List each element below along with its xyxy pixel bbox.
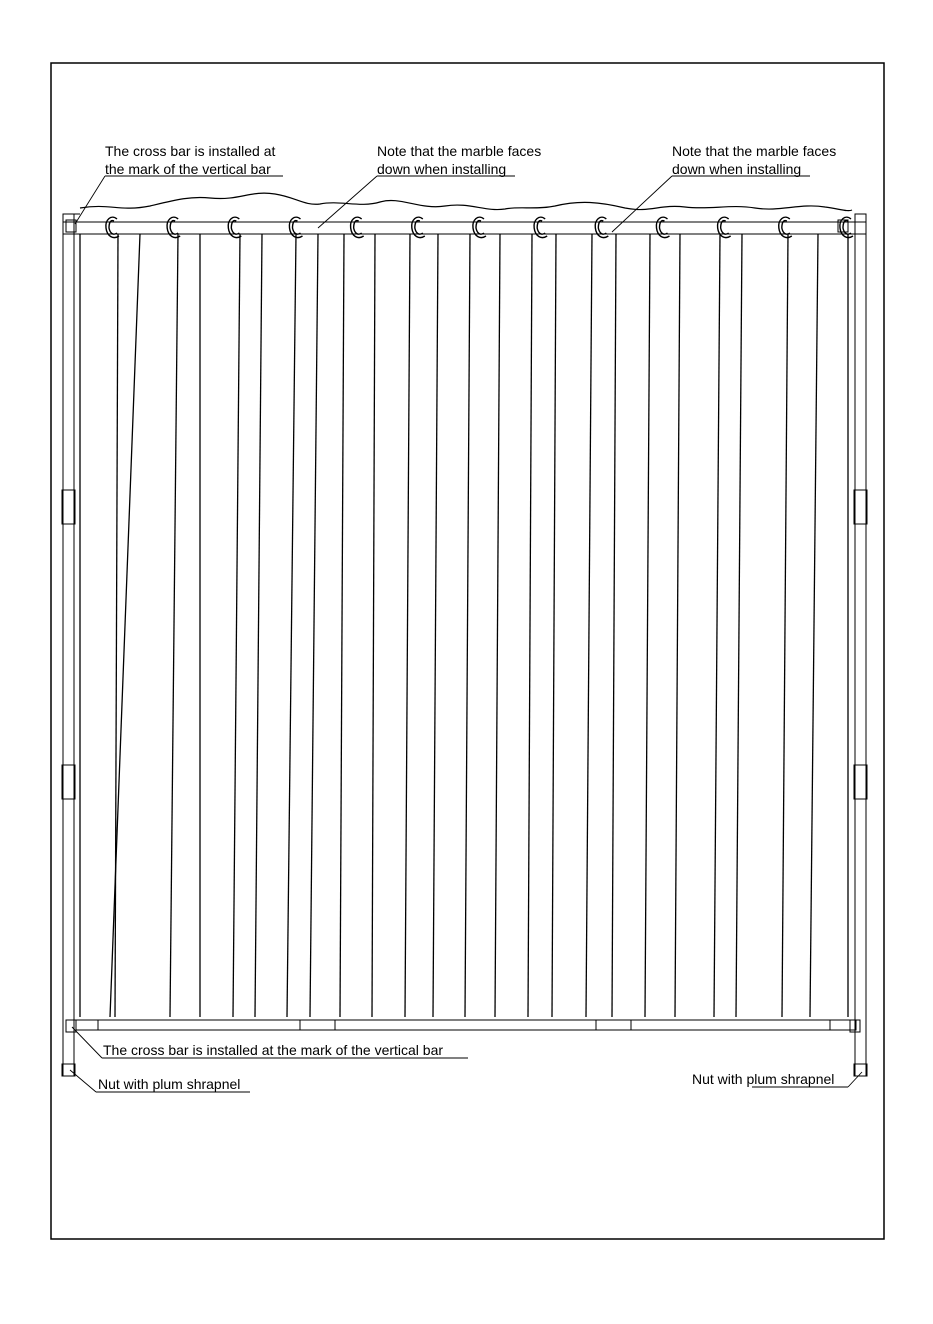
left-vertical-post: [62, 214, 80, 1076]
top-middle-annotation: [377, 142, 541, 178]
top-left-annotation-line1: The cross bar is installed at: [105, 143, 276, 159]
curtain-fold-line: [714, 234, 720, 1017]
curtain-hooks: [106, 217, 853, 237]
curtain-fold-line: [528, 234, 532, 1017]
curtain-hook-icon: [779, 217, 792, 237]
curtain-fold-line: [675, 234, 680, 1017]
top-left-annotation-line2: the mark of the vertical bar: [105, 161, 271, 177]
top-right-annotation-line2: down when installing: [672, 161, 802, 177]
curtain-fold-line: [405, 234, 410, 1017]
curtain-hook-icon: [106, 217, 119, 237]
curtain-hook-icon: [412, 217, 425, 237]
curtain-fold-line: [433, 234, 438, 1017]
curtain-hook-icon: [351, 217, 364, 237]
curtain-fold-line: [612, 234, 616, 1017]
curtain-hook-icon: [840, 217, 853, 237]
curtain-fold-line: [372, 234, 375, 1017]
curtain-fold-line: [736, 234, 742, 1017]
curtain-fold-line: [255, 234, 262, 1017]
top-right-annotation-line1: Note that the marble faces: [672, 143, 837, 159]
curtain-fold-line: [465, 234, 470, 1017]
curtain-fold-line: [170, 234, 178, 1017]
bottom-left-nut-annotation-text: Nut with plum shrapnel: [98, 1076, 241, 1092]
curtain-hook-icon: [656, 217, 669, 237]
curtain-fold-line: [645, 234, 650, 1017]
top-right-annotation: [672, 142, 836, 178]
curtain-fold-line: [115, 234, 118, 1017]
curtain-hook-icon: [473, 217, 486, 237]
bottom-left-nut-annotation: [98, 1075, 240, 1093]
bottom-right-nut-annotation-text: Nut with plum shrapnel: [692, 1071, 835, 1087]
bottom-right-nut-annotation: [692, 1070, 834, 1088]
curtain-fold-line: [586, 234, 592, 1017]
curtain-fold-line: [233, 234, 240, 1017]
curtain-fold-line: [495, 234, 500, 1017]
curtain-fold-line: [552, 234, 556, 1017]
top-middle-annotation-line2: down when installing: [377, 161, 507, 177]
curtain-hook-icon: [595, 217, 608, 237]
top-cross-bar: [63, 220, 866, 234]
top-middle-annotation-line1: Note that the marble faces: [377, 143, 542, 159]
curtain-fold-line: [810, 234, 818, 1017]
curtain-folds: [80, 234, 848, 1017]
bottom-crossbar-annotation-text: The cross bar is installed at the mark of the vertical bar: [103, 1042, 444, 1058]
bottom-cross-bar: [66, 1020, 860, 1032]
curtain-fold-line: [782, 234, 788, 1017]
curtain-hook-icon: [534, 217, 547, 237]
top-left-annotation: [105, 142, 275, 178]
curtain-fold-line: [287, 234, 296, 1017]
right-vertical-post: [854, 214, 867, 1076]
curtain-hook-icon: [718, 217, 731, 237]
curtain-fold-line: [340, 234, 344, 1017]
curtain-top-edge: [80, 193, 852, 211]
curtain-hook-icon: [289, 217, 302, 237]
curtain-fold-line: [110, 234, 140, 1017]
curtain-fold-line: [310, 234, 318, 1017]
bottom-crossbar-annotation: [103, 1041, 443, 1059]
